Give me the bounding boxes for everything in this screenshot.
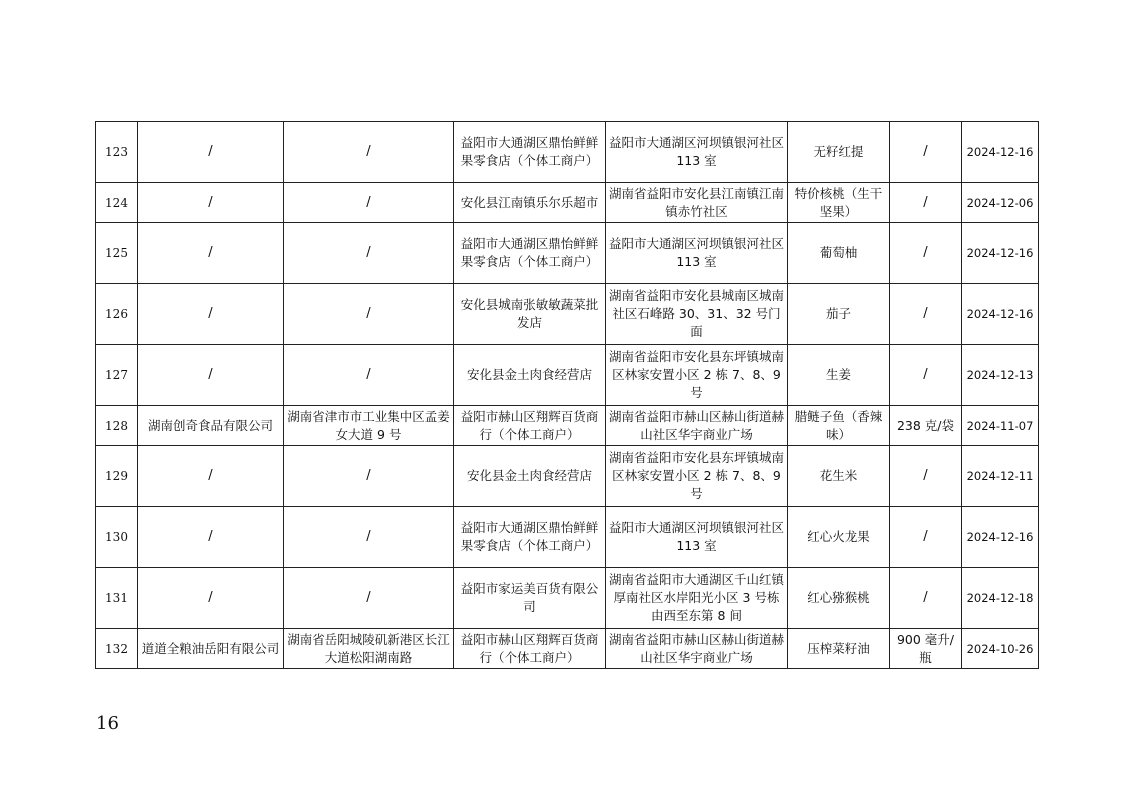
store-address-cell: 湖南省益阳市安化县东坪镇城南区林家安置小区 2 栋 7、8、9 号 [606,446,788,507]
spec-cell: 238 克/袋 [890,406,962,446]
row-number: 127 [96,345,138,406]
product-cell: 压榨菜籽油 [788,629,890,669]
manufacturer-cell: 湖南创奇食品有限公司 [138,406,284,446]
store-address-cell: 湖南省益阳市安化县城南区城南社区石峰路 30、31、32 号门面 [606,284,788,345]
manufacturer-cell: / [138,284,284,345]
date-cell: 2024-10-26 [962,629,1039,669]
sampling-results-table [95,121,1039,669]
store-cell: 益阳市赫山区翔辉百货商行（个体工商户） [454,406,606,446]
spec-cell: / [890,568,962,629]
table-row [96,568,1039,629]
product-cell: 花生米 [788,446,890,507]
product-cell: 生姜 [788,345,890,406]
table-row [96,183,1039,223]
store-cell: 益阳市赫山区翔辉百货商行（个体工商户） [454,629,606,669]
spec-cell: / [890,223,962,284]
product-cell: 红心火龙果 [788,507,890,568]
table-row [96,223,1039,284]
table-row [96,122,1039,183]
row-number: 129 [96,446,138,507]
manufacturer-address-cell: 湖南省岳阳城陵矶新港区长江大道松阳湖南路 [284,629,454,669]
table-row [96,446,1039,507]
product-cell: 葡萄柚 [788,223,890,284]
page-number: 16 [96,713,119,734]
store-cell: 安化县城南张敏敏蔬菜批发店 [454,284,606,345]
store-address-cell: 湖南省益阳市赫山区赫山街道赫山社区华宇商业广场 [606,629,788,669]
product-cell: 红心猕猴桃 [788,568,890,629]
row-number: 124 [96,183,138,223]
spec-cell: / [890,183,962,223]
product-cell: 腊鲢子鱼（香辣味） [788,406,890,446]
manufacturer-address-cell: / [284,183,454,223]
store-cell: 益阳市大通湖区鼎怡鲜鲜果零食店（个体工商户） [454,507,606,568]
date-cell: 2024-12-06 [962,183,1039,223]
spec-cell: / [890,345,962,406]
store-address-cell: 益阳市大通湖区河坝镇银河社区 113 室 [606,122,788,183]
date-cell: 2024-12-16 [962,507,1039,568]
product-cell: 特价核桃（生干坚果） [788,183,890,223]
row-number: 126 [96,284,138,345]
store-cell: 安化县江南镇乐尔乐超市 [454,183,606,223]
manufacturer-address-cell: 湖南省津市市工业集中区孟姜女大道 9 号 [284,406,454,446]
row-number: 130 [96,507,138,568]
spec-cell: / [890,446,962,507]
store-cell: 益阳市大通湖区鼎怡鲜鲜果零食店（个体工商户） [454,223,606,284]
manufacturer-cell: / [138,122,284,183]
store-address-cell: 益阳市大通湖区河坝镇银河社区 113 室 [606,223,788,284]
date-cell: 2024-12-18 [962,568,1039,629]
table-row [96,284,1039,345]
date-cell: 2024-12-16 [962,122,1039,183]
store-cell: 益阳市家运美百货有限公司 [454,568,606,629]
row-number: 131 [96,568,138,629]
table-body [96,122,1039,669]
manufacturer-address-cell: / [284,345,454,406]
table-row [96,507,1039,568]
manufacturer-cell: / [138,183,284,223]
date-cell: 2024-12-16 [962,223,1039,284]
product-cell: 茄子 [788,284,890,345]
row-number: 125 [96,223,138,284]
table-row [96,629,1039,669]
spec-cell: 900 毫升/瓶 [890,629,962,669]
date-cell: 2024-12-13 [962,345,1039,406]
store-address-cell: 湖南省益阳市赫山区赫山街道赫山社区华宇商业广场 [606,406,788,446]
manufacturer-cell: / [138,223,284,284]
date-cell: 2024-11-07 [962,406,1039,446]
manufacturer-address-cell: / [284,223,454,284]
store-cell: 益阳市大通湖区鼎怡鲜鲜果零食店（个体工商户） [454,122,606,183]
manufacturer-address-cell: / [284,122,454,183]
row-number: 123 [96,122,138,183]
spec-cell: / [890,284,962,345]
manufacturer-cell: / [138,568,284,629]
manufacturer-address-cell: / [284,507,454,568]
table-row [96,345,1039,406]
manufacturer-cell: / [138,345,284,406]
manufacturer-cell: / [138,446,284,507]
manufacturer-address-cell: / [284,446,454,507]
store-address-cell: 湖南省益阳市大通湖区千山红镇厚南社区水岸阳光小区 3 号栋由西至东第 8 间 [606,568,788,629]
store-address-cell: 湖南省益阳市安化县东坪镇城南区林家安置小区 2 栋 7、8、9 号 [606,345,788,406]
store-cell: 安化县金土肉食经营店 [454,446,606,507]
store-address-cell: 湖南省益阳市安化县江南镇江南镇赤竹社区 [606,183,788,223]
row-number: 128 [96,406,138,446]
table-row [96,406,1039,446]
product-cell: 无籽红提 [788,122,890,183]
manufacturer-cell: / [138,507,284,568]
store-cell: 安化县金土肉食经营店 [454,345,606,406]
row-number: 132 [96,629,138,669]
spec-cell: / [890,507,962,568]
store-address-cell: 益阳市大通湖区河坝镇银河社区 113 室 [606,507,788,568]
manufacturer-address-cell: / [284,568,454,629]
date-cell: 2024-12-11 [962,446,1039,507]
manufacturer-cell: 道道全粮油岳阳有限公司 [138,629,284,669]
date-cell: 2024-12-16 [962,284,1039,345]
spec-cell: / [890,122,962,183]
manufacturer-address-cell: / [284,284,454,345]
